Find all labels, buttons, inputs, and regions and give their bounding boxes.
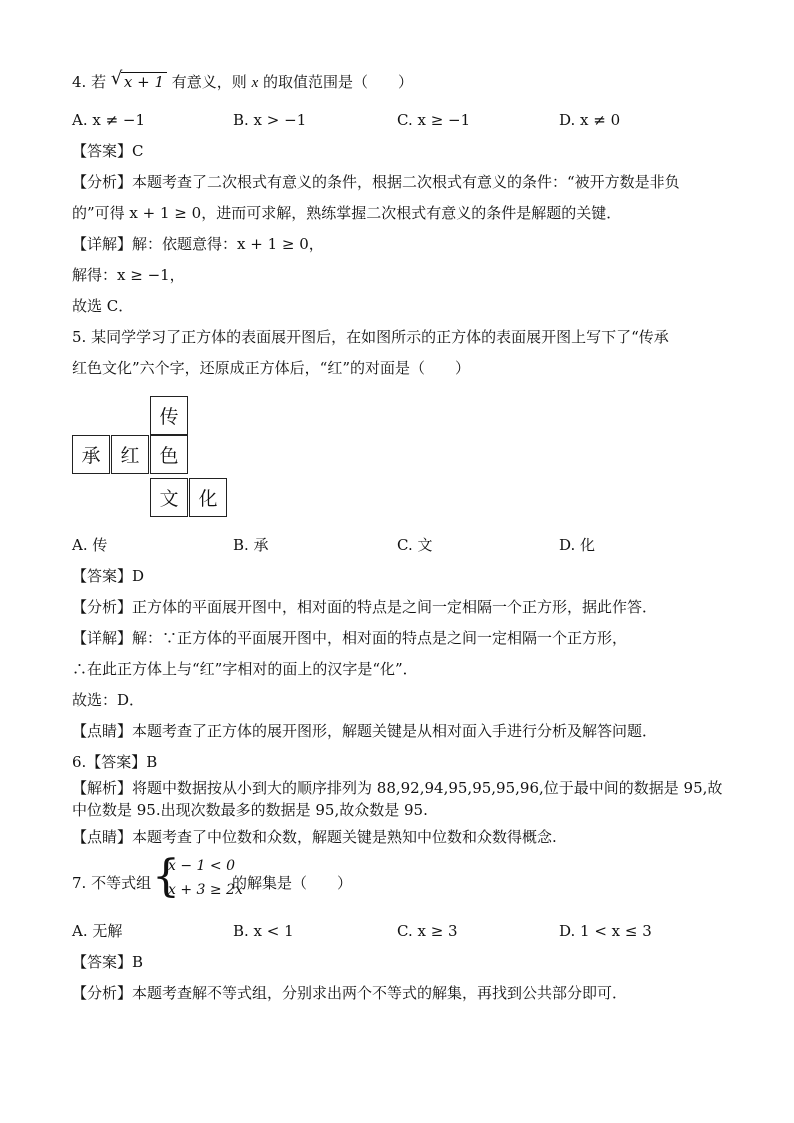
q7-stem-prefix: 7. 不等式组 — [72, 874, 152, 892]
q4-variable: x — [251, 75, 259, 91]
net-cell-row-1: 承 — [72, 435, 110, 474]
radicand: x + 1 — [121, 72, 167, 91]
net-cell-bottom-1: 文 — [150, 478, 188, 517]
q7-analysis: 【分析】本题考查解不等式组，分别求出两个不等式的解集，再找到公共部分即可． — [72, 984, 628, 1002]
q4-analysis-line1: 【分析】本题考查了二次根式有意义的条件，根据二次根式有意义的条件：“被开方数是非负 — [72, 173, 680, 191]
q4-analysis-line2: 的”可得 x + 1 ≥ 0，进而可求解，熟练掌握二次根式有意义的条件是解题的关键． — [72, 204, 622, 222]
q4-detail-line2: 解得：x ≥ −1， — [72, 266, 185, 284]
q4-answer: 【答案】C — [72, 142, 144, 160]
inequality-1: x − 1 < 0 — [168, 858, 235, 874]
q4-option-b: B. x > −1 — [233, 111, 307, 129]
q4-stem-prefix: 4. 若 — [72, 73, 107, 91]
q5-answer: 【答案】D — [72, 567, 145, 585]
net-cell-row-3: 色 — [150, 435, 188, 474]
net-cell-row-2: 红 — [111, 435, 149, 474]
q5-option-b: B. 承 — [233, 536, 269, 554]
q6-comment: 【点睛】本题考查了中位数和众数，解题关键是熟知中位数和众数得概念. — [72, 828, 557, 846]
q5-detail-line2: ∴在此正方体上与“红”字相对的面上的汉字是“化”． — [72, 660, 418, 678]
q7-stem-suffix: 的解集是（ ） — [232, 874, 353, 892]
left-brace: { — [152, 851, 180, 902]
q7-answer: 【答案】B — [72, 953, 144, 971]
q7-option-b: B. x < 1 — [233, 922, 294, 940]
q4-detail-line3: 故选 C． — [72, 297, 134, 315]
q5-stem-line1: 5. 某同学学习了正方体的表面展开图后，在如图所示的正方体的表面展开图上写下了“传承 — [72, 328, 669, 346]
q4-stem-suffix: 的取值范围是（ ） — [263, 73, 414, 91]
q7-option-a: A. 无解 — [72, 922, 123, 940]
q6-analysis-line2: 中位数是 95.出现次数最多的数据是 95,故众数是 95. — [72, 801, 428, 819]
q4-option-d: D. x ≠ 0 — [559, 111, 621, 129]
q4-stem — [72, 68, 414, 93]
sqrt-expression: √ x + 1 — [111, 72, 167, 92]
q5-option-a: A. 传 — [72, 536, 108, 554]
q5-option-d: D. 化 — [559, 536, 596, 554]
q4-option-a: A. x ≠ −1 — [72, 111, 146, 129]
q5-analysis: 【分析】正方体的平面展开图中，相对面的特点是之间一定相隔一个正方形，据此作答． — [72, 598, 658, 616]
q5-option-c: C. 文 — [397, 536, 433, 554]
q6-answer: 6.【答案】B — [72, 753, 158, 771]
q5-comment: 【点睛】本题考查了正方体的展开图形，解题关键是从相对面入手进行分析及解答问题． — [72, 722, 658, 740]
q7-option-c: C. x ≥ 3 — [397, 922, 458, 940]
q4-option-c: C. x ≥ −1 — [397, 111, 471, 129]
q7-option-d: D. 1 < x ≤ 3 — [559, 922, 652, 940]
net-cell-top: 传 — [150, 396, 188, 435]
q5-stem-line2: 红色文化”六个字，还原成正方体后，“红”的对面是（ ） — [72, 359, 471, 377]
net-cell-bottom-2: 化 — [189, 478, 227, 517]
inequality-2: x + 3 ≥ 2x — [168, 882, 243, 898]
q6-analysis-line1: 【解析】将题中数据按从小到大的顺序排列为 88,92,94,95,95,95,96,位于最中间的数据是 95,故 — [72, 779, 723, 797]
q5-detail-line3: 故选：D． — [72, 691, 145, 709]
q5-detail-line1: 【详解】解：∵正方体的平面展开图中，相对面的特点是之间一定相隔一个正方形， — [72, 629, 628, 647]
q4-stem-middle: 有意义，则 — [171, 73, 247, 91]
q4-detail-line1: 【详解】解：依题意得：x + 1 ≥ 0， — [72, 235, 324, 253]
